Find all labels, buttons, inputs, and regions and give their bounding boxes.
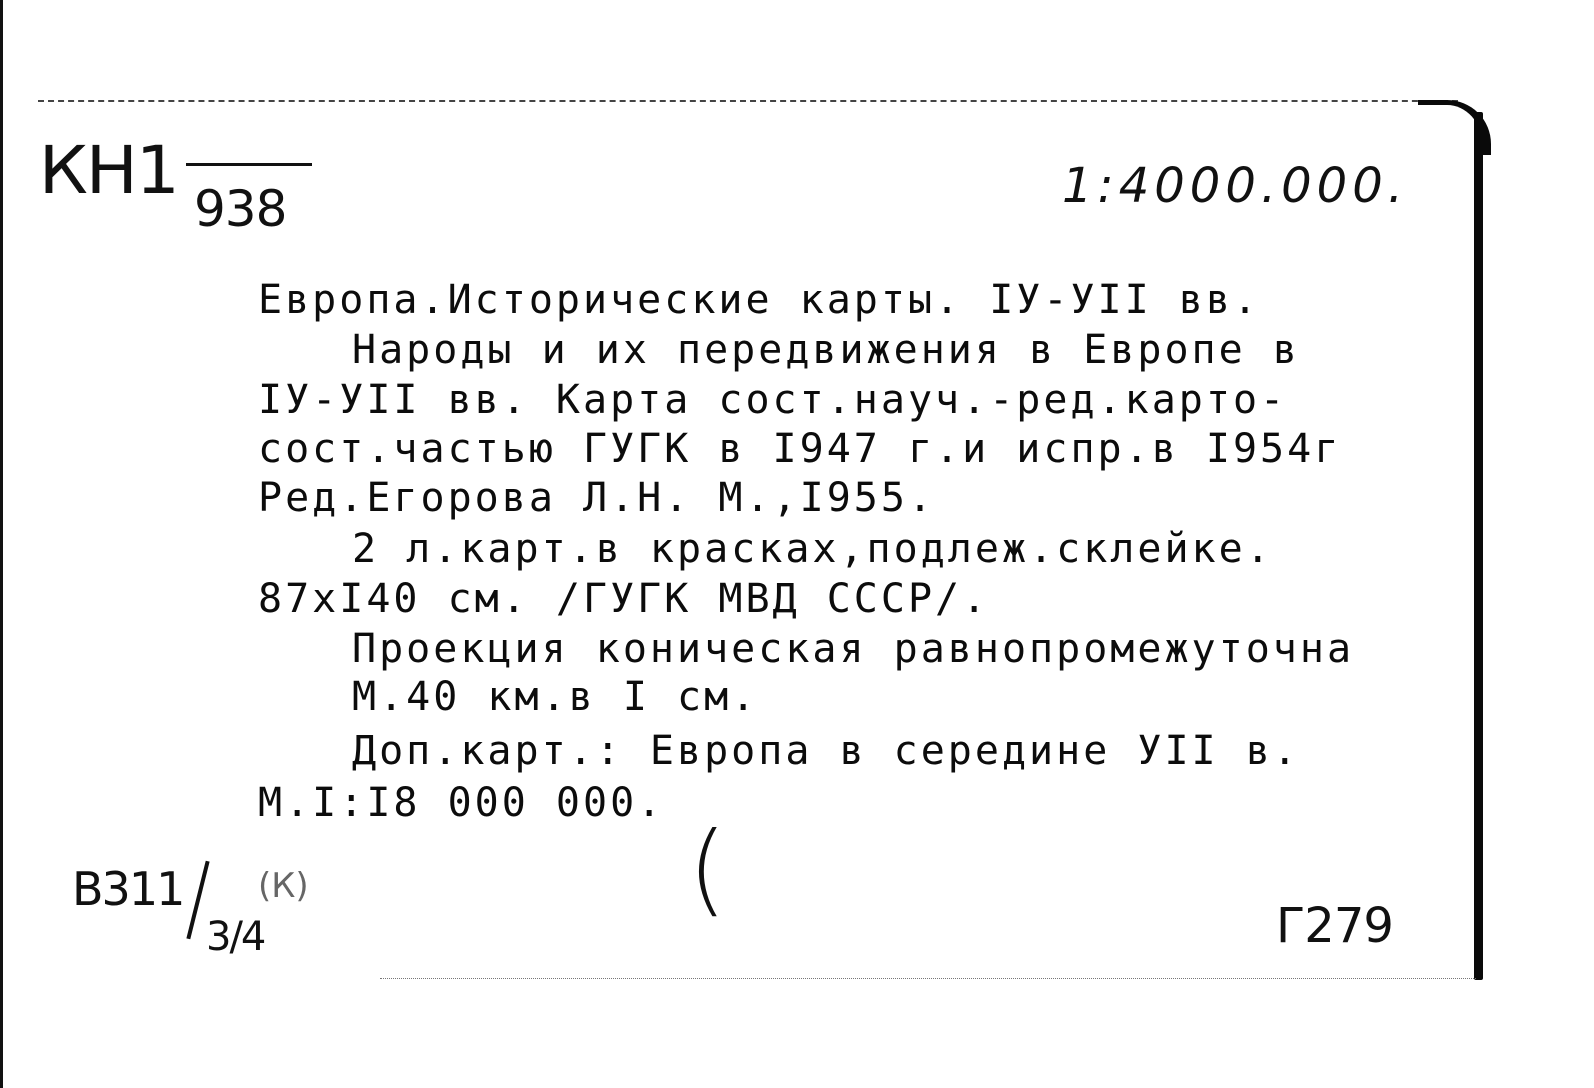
- line-title: Европа.Исторические карты. IУ-УII вв.: [258, 277, 1261, 323]
- card-right-border: [1474, 112, 1483, 980]
- call-number-rule: [186, 163, 312, 166]
- shelf-mark-fraction: 3/4: [206, 914, 265, 960]
- line-authorship-cont: сост.частью ГУГК в I947 г.и испр.в I954г: [258, 426, 1342, 472]
- line-subtitle: Народы и их передвижения в Европе в: [352, 327, 1300, 373]
- line-additional-scale: М.I:I8 000 000.: [258, 780, 665, 826]
- call-number-suffix: 938: [194, 180, 287, 238]
- line-projection: Проекция коническая равнопромежуточна: [352, 626, 1355, 672]
- scan-edge-left: [0, 0, 3, 1088]
- card-bottom-border: [380, 978, 1476, 979]
- shelf-mark-paren: (К): [258, 866, 309, 906]
- line-map-scale: М.40 км.в I см.: [352, 674, 759, 720]
- line-editor: Ред.Егорова Л.Н. М.,I955.: [258, 475, 936, 521]
- scale-handwritten: 1:4000.000.: [1062, 158, 1408, 214]
- line-size: 87xI40 см. /ГУГК МВД СССР/.: [258, 576, 990, 622]
- line-sheets: 2 л.карт.в красках,подлеж.склейке.: [352, 526, 1273, 572]
- shelf-mark-main: В311: [72, 862, 184, 916]
- inventory-number: Г279: [1276, 898, 1393, 954]
- card-top-border: [38, 100, 1458, 102]
- line-additional-map: Доп.карт.: Европа в середине УII в.: [352, 728, 1300, 774]
- line-authorship: IУ-УII вв. Карта сост.науч.-ред.карто-: [258, 377, 1288, 423]
- paren-mark: (: [688, 810, 728, 927]
- call-number-prefix: КН1: [38, 132, 178, 209]
